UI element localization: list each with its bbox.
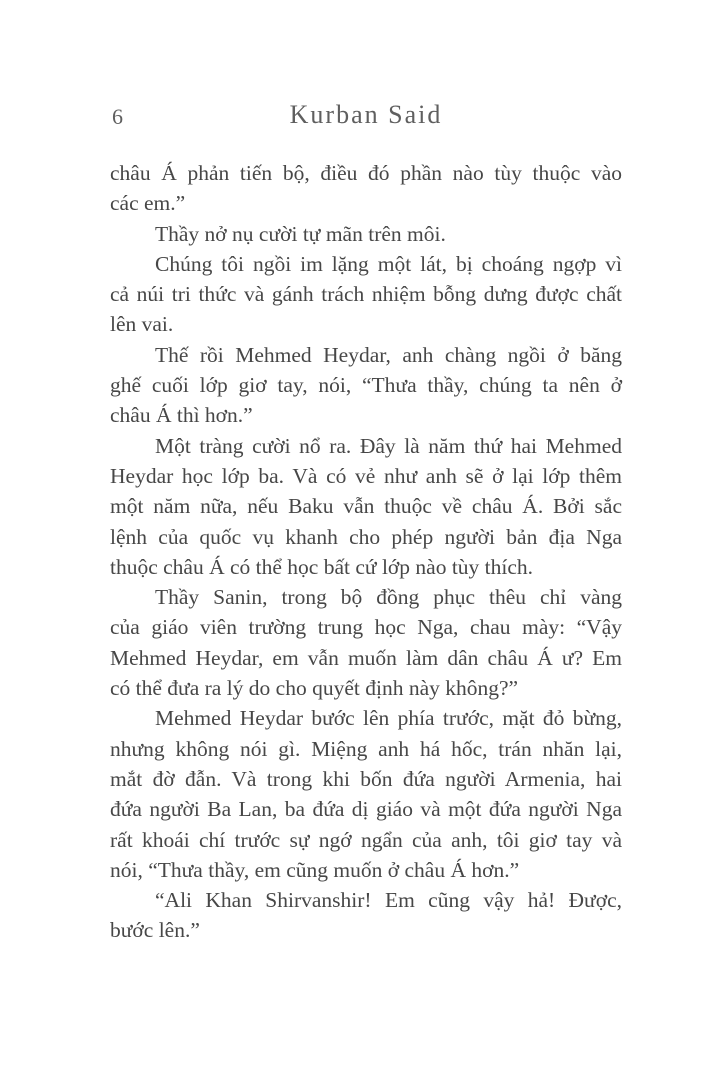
text-line: cả núi tri thức và gánh trách nhiệm bỗng dưng được chất: [110, 282, 622, 307]
text-line: Mehmed Heydar bước lên phía trước, mặt đỏ bừng,: [155, 706, 622, 731]
text-line: các em.”: [110, 191, 186, 216]
text-line: lên vai.: [110, 312, 174, 337]
text-line: Heydar học lớp ba. Và có vẻ như anh sẽ ở lại lớp thêm: [110, 463, 622, 488]
text-line: của giáo viên trường trung học Nga, chau mày: “Vậy: [110, 615, 622, 640]
paragraph: [110, 582, 622, 703]
text-line: Thế rồi Mehmed Heydar, anh chàng ngồi ở băng: [155, 342, 622, 367]
text-line: “Ali Khan Shirvanshir! Em cũng vậy hả! Được,: [155, 888, 622, 913]
paragraph: [110, 703, 622, 885]
paragraph: [110, 158, 622, 219]
text-line: Thầy Sanin, trong bộ đồng phục thêu chỉ vàng: [155, 585, 622, 610]
paragraph: [110, 431, 622, 582]
text-line: Chúng tôi ngồi im lặng một lát, bị choáng ngợp vì: [155, 251, 622, 276]
text-line: châu Á thì hơn.”: [110, 403, 253, 428]
text-line: châu Á phản tiến bộ, điều đó phần nào tùy thuộc vào: [110, 161, 622, 185]
text-line: bước lên.”: [110, 918, 200, 943]
text-line: ghế cuối lớp giơ tay, nói, “Thưa thầy, chúng ta nên ở: [110, 373, 622, 398]
text-line: một năm nữa, nếu Baku vẫn thuộc về châu Á. Bởi sắc: [110, 494, 622, 519]
paragraph: [110, 219, 622, 249]
running-title: Kurban Said: [289, 100, 443, 129]
text-line: nói, “Thưa thầy, em cũng muốn ở châu Á hơn.”: [110, 857, 520, 882]
text-line: mắt đờ đẫn. Và trong khi bốn đứa người Armenia, hai: [110, 766, 622, 791]
text-line: thuộc châu Á có thể học bất cứ lớp nào tùy thích.: [110, 554, 534, 579]
paragraph: [110, 885, 622, 946]
text-line: có thể đưa ra lý do cho quyết định này không?”: [110, 676, 519, 701]
running-header: [110, 100, 622, 134]
text-line: Một tràng cười nổ ra. Đây là năm thứ hai Mehmed: [155, 433, 622, 458]
text-line: Mehmed Heydar, em vẫn muốn làm dân châu Á ư? Em: [110, 645, 622, 670]
text-line: đứa người Ba Lan, ba đứa dị giáo và một đứa người Nga: [110, 797, 622, 822]
text-line: Thầy nở nụ cười tự mãn trên môi.: [155, 221, 446, 246]
text-line: nhưng không nói gì. Miệng anh há hốc, trán nhăn lại,: [110, 736, 622, 761]
body-text: [110, 158, 622, 946]
text-line: lệnh của quốc vụ khanh cho phép người bản địa Nga: [110, 524, 622, 549]
paragraph: [110, 340, 622, 431]
text-line: rất khoái chí trước sự ngớ ngẩn của anh, tôi giơ tay và: [110, 827, 622, 852]
paragraph: [110, 249, 622, 340]
page-number: 6: [112, 104, 123, 129]
